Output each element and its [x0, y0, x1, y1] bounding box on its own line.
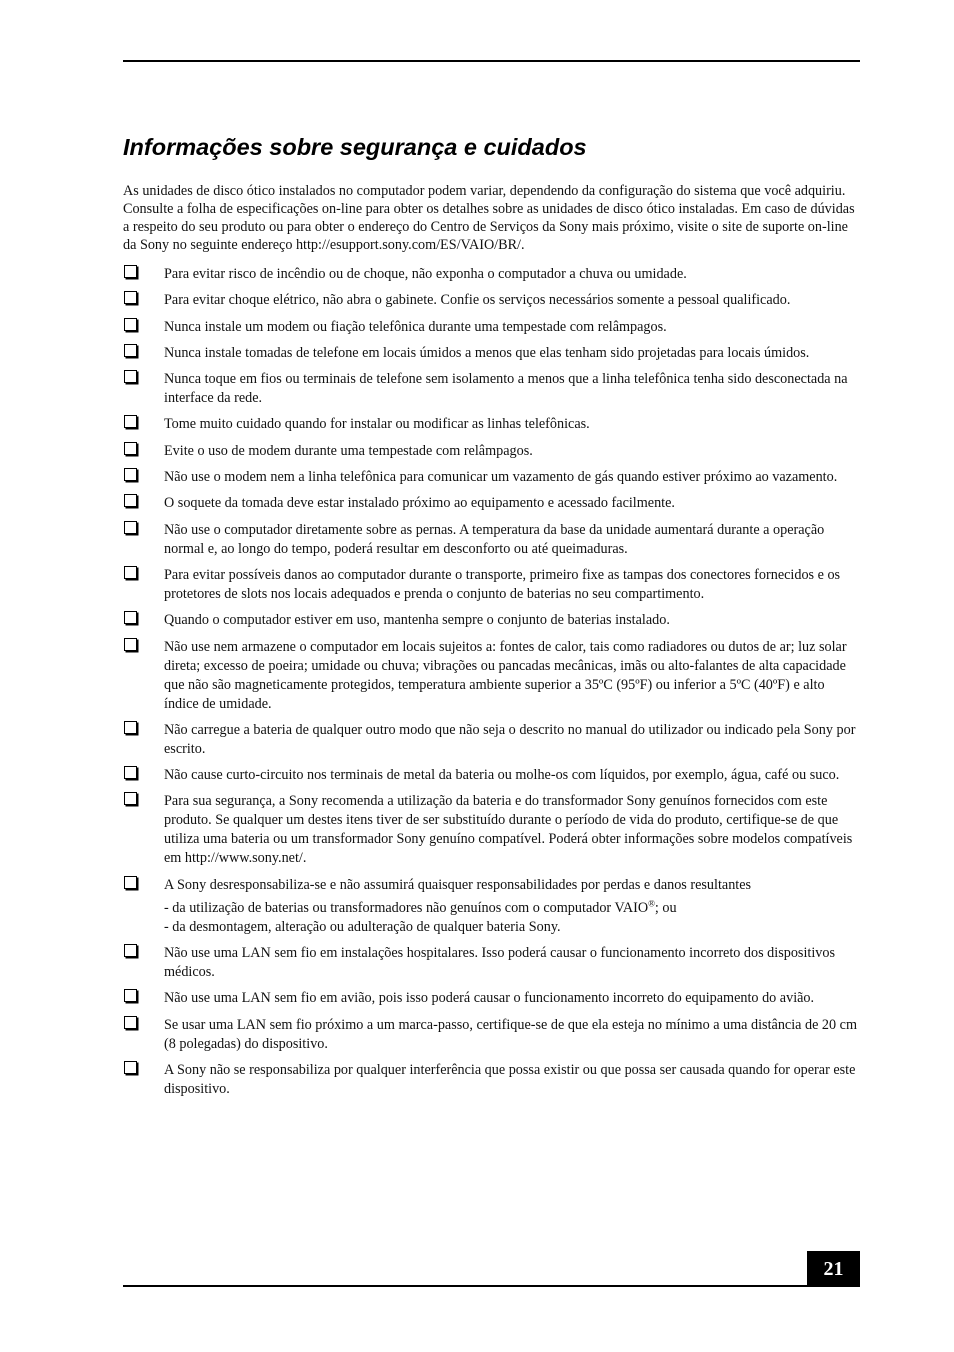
footer-rule — [123, 1285, 860, 1287]
checkbox-icon — [124, 638, 137, 651]
intro-paragraph: As unidades de disco ótico instalados no computador podem variar, dependendo da configuração do sistema que você adquiriu. Consulte a folha de especificações on-line para obter os detalhes sobre as unidades de disco ótico instaladas. Em caso de dúvidas a respeito do seu produto ou para obter o endereço do Centro de Serviços da Sony mais próximo, visite o site de suporte on-line da Sony no seguinte endereço http://esupport.sony.com/ES/VAIO/BR/. — [123, 183, 855, 253]
list-item-text: Quando o computador estiver em uso, mantenha sempre o conjunto de baterias instalado. — [164, 612, 670, 629]
list-item-text: Para evitar choque elétrico, não abra o gabinete. Confie os serviços necessários somente a pessoal qualificado. — [164, 292, 791, 309]
list-item — [123, 1061, 860, 1099]
checkbox-icon — [124, 721, 137, 734]
list-item — [123, 344, 860, 363]
checkbox-icon — [124, 415, 137, 428]
list-item — [123, 989, 860, 1008]
list-item-text: Nunca toque em fios ou terminais de telefone sem isolamento a menos que a linha telefônica tenha sido desconectada na interface da rede. — [164, 371, 848, 407]
disclaimer-item — [123, 876, 860, 937]
checkbox-icon — [124, 989, 137, 1002]
list-item-text: Não use uma LAN sem fio em avião, pois isso poderá causar o funcionamento incorreto do equipamento do avião. — [164, 990, 815, 1007]
list-item-text: Para evitar possíveis danos ao computador durante o transporte, primeiro fixe as tampas dos conectores fornecidos e os protetores de slots nos locais adequados e prenda o conjunto de baterias no seu compartimento. — [164, 566, 841, 602]
list-item — [123, 370, 860, 408]
list-item — [123, 265, 860, 284]
list-item — [123, 721, 860, 759]
header-rule — [123, 60, 860, 62]
list-item-text: Tome muito cuidado quando for instalar ou modificar as linhas telefônicas. — [164, 416, 590, 433]
list-item-text: Evite o uso de modem durante uma tempestade com relâmpagos. — [164, 442, 533, 459]
list-item-text: Não use o computador diretamente sobre as pernas. A temperatura da base da unidade aumentará durante a operação normal e, ao longo do tempo, poderá resultar em desconforto ou até queimaduras. — [164, 521, 825, 557]
list-item-text: Nunca instale tomadas de telefone em locais úmidos a menos que elas tenham sido projetadas para locais úmidos. — [164, 344, 810, 361]
list-item — [123, 494, 860, 513]
list-item-text: Para evitar risco de incêndio ou de choque, não exponha o computador a chuva ou umidade. — [164, 266, 687, 282]
list-item-text: Nunca instale um modem ou fiação telefônica durante uma tempestade com relâmpagos. — [164, 318, 667, 335]
checkbox-icon — [124, 1016, 137, 1029]
list-item-text: Não use nem armazene o computador em locais sujeitos a: fontes de calor, tais como radiadores ou dutos de ar; luz solar direta; excesso de poeira; umidade ou chuva; vibrações ou pancadas mecânicas, imãs ou alto-falantes de alta capacidade que não são magneticamente protegidos, temperatura ambiente superior a 35ºC (95ºF) ou inferior a 5ºC (40ºF) e alto índice de umidade. — [164, 638, 847, 712]
disclaimer-sub-line — [164, 899, 860, 918]
checkbox-icon — [124, 370, 137, 383]
list-item — [123, 318, 860, 337]
registered-mark: ® — [648, 898, 655, 909]
list-item-text: Para sua segurança, a Sony recomenda a utilização da bateria e do transformador Sony genuínos fornecidos com este produto. Se qualquer um destes itens tiver de ser substituído durante o período de vida do produto, certifique-se de que utiliza uma bateria ou um transformador Sony genuíno compatível. Poderá obter informações sobre modelos compatíveis em http://www.sony.net/. — [164, 793, 853, 867]
checkbox-icon — [124, 442, 137, 455]
checkbox-icon — [124, 494, 137, 507]
list-item — [123, 611, 860, 630]
list-item-text: A Sony não se responsabiliza por qualquer interferência que possa existir ou que possa ser causada quando for operar este dispositivo. — [164, 1061, 856, 1097]
list-item — [123, 415, 860, 434]
list-item — [123, 442, 860, 461]
list-item-text: Não use o modem nem a linha telefônica para comunicar um vazamento de gás quando estiver próximo ao vazamento. — [164, 469, 838, 486]
checkbox-icon — [124, 766, 137, 779]
checkbox-icon — [124, 944, 137, 957]
list-item — [123, 521, 860, 559]
checkbox-icon — [124, 876, 137, 889]
list-item — [123, 291, 860, 310]
checkbox-icon — [124, 265, 137, 278]
checkbox-icon — [124, 318, 137, 331]
checkbox-icon — [124, 566, 137, 579]
disclaimer-sub-line: - da desmontagem, alteração ou adulteração de qualquer bateria Sony. — [164, 918, 561, 935]
list-item — [123, 638, 860, 714]
list-item — [123, 792, 860, 868]
list-item-text: Não cause curto-circuito nos terminais de metal da bateria ou molhe-os com líquidos, por exemplo, água, café ou suco. — [164, 767, 840, 784]
list-item-text: Se usar uma LAN sem fio próximo a um marca-passo, certifique-se de que ela esteja no mínimo a uma distância de 20 cm (8 polegadas) do dispositivo. — [164, 1016, 857, 1052]
list-item — [123, 944, 860, 982]
list-item-text: O soquete da tomada deve estar instalado próximo ao equipamento e acessado facilmente. — [164, 495, 675, 512]
disclaimer-sub-end: ; ou — [654, 899, 677, 916]
checkbox-icon — [124, 521, 137, 534]
safety-list — [123, 265, 860, 1106]
checkbox-icon — [124, 792, 137, 805]
list-item — [123, 1016, 860, 1054]
disclaimer-text: A Sony desresponsabiliza-se e não assumirá quaisquer responsabilidades por perdas e danos resultantes — [164, 876, 752, 893]
list-item — [123, 468, 860, 487]
checkbox-icon — [124, 611, 137, 624]
checkbox-icon — [124, 468, 137, 481]
list-item — [123, 566, 860, 604]
list-item-text: Não carregue a bateria de qualquer outro modo que não seja o descrito no manual do utilizador ou indicado pela Sony por escrito. — [164, 721, 856, 757]
disclaimer-sub-text: - da utilização de baterias ou transformadores não genuínos com o computador VAIO — [164, 899, 649, 916]
checkbox-icon — [124, 1061, 137, 1074]
list-item-text: Não use uma LAN sem fio em instalações hospitalares. Isso poderá causar o funcionamento incorreto dos dispositivos médicos. — [164, 945, 835, 981]
list-item — [123, 766, 860, 785]
checkbox-icon — [124, 344, 137, 357]
page-number: 21 — [807, 1251, 860, 1287]
checkbox-icon — [124, 291, 137, 304]
page-title: Informações sobre segurança e cuidados — [123, 134, 587, 160]
